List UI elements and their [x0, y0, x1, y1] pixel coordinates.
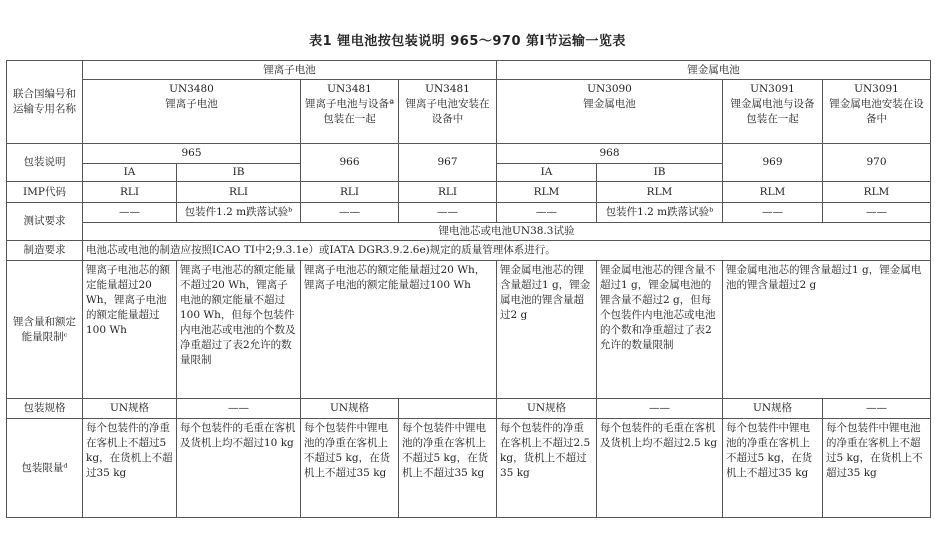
spec-cell: UN规格 [301, 399, 399, 419]
packing-968-ia: IA [497, 164, 597, 182]
imp-cell: RLM [823, 182, 931, 203]
imp-label: IMP代码 [7, 182, 83, 203]
test-cell: —— [823, 203, 931, 223]
li-metal-header: 锂金属电池 [497, 61, 931, 80]
spec-cell: —— [177, 399, 301, 419]
spec-label: 包装规格 [7, 399, 83, 419]
qty-cell: 每个包装件中锂电池的净重在客机上不超过5 kg，在货机上不超过35 kg [301, 419, 399, 518]
un3091b-name: 锂金属电池安装在设备中 [829, 98, 924, 125]
manufacture-text: 电池芯或电池的制造应按照ICAO TI中2;9.3.1e）或IATA DGR3.9.2.6e)规定的质量管理体系进行。 [83, 241, 931, 261]
spec-cell: —— [823, 399, 931, 419]
un3091a-cell [723, 80, 823, 144]
un3480-name: 锂离子电池 [165, 98, 218, 110]
un-name-header: 联合国编号和运输专用名称 [7, 61, 83, 144]
un3481b-name: 锂离子电池安装在设备中 [405, 98, 490, 125]
spec-cell: UN规格 [723, 399, 823, 419]
test-cell: —— [399, 203, 497, 223]
packing-967: 967 [399, 144, 497, 182]
un3481a-code: UN3481 [327, 83, 372, 95]
manufacture-row [7, 241, 931, 261]
un3481b-cell [399, 80, 497, 144]
qty-cell: 每个包装件中锂电池的净重在客机上不超过5 kg，在货机上不超过35 kg [399, 419, 497, 518]
manufacture-label: 制造要求 [7, 241, 83, 261]
test-cell: 包装件1.2 m跌落试验ᵇ [597, 203, 723, 223]
packing-965-ia: IA [83, 164, 177, 182]
packing-966: 966 [301, 144, 399, 182]
spec-cell [399, 399, 497, 419]
un3091b-cell [823, 80, 931, 144]
un3480-code: UN3480 [169, 83, 214, 95]
test-cell: —— [497, 203, 597, 223]
imp-cell: RLI [83, 182, 177, 203]
table-title: 表1 锂电池按包装说明 965～970 第Ⅰ节运输一览表 [309, 34, 626, 49]
li-ion-header: 锂离子电池 [83, 61, 497, 80]
qty-cell: 每个包装件的净重在客机上不超过5 kg，在货机上不超过35 kg [83, 419, 177, 518]
imp-cell: RLM [597, 182, 723, 203]
test-row-1 [7, 203, 931, 223]
qty-cell: 每个包装件的净重在客机上不超过2.5 kg，货机上不超过35 kg [497, 419, 597, 518]
spec-cell: —— [597, 399, 723, 419]
un3091b-code: UN3091 [854, 83, 899, 95]
un3480-cell [83, 80, 301, 144]
un3481a-cell [301, 80, 399, 144]
limit-cell: 锂金属电池芯的锂含量超过1 g，锂金属电池的锂含量超过2 g [723, 261, 931, 399]
un3481a-name: 锂离子电池与设备ª包装在一起 [305, 98, 394, 125]
test-row-2 [7, 223, 931, 241]
limit-row [7, 261, 931, 399]
limit-cell: 锂离子电池芯的额定能量超过20 Wh，锂离子电池的额定能量超过100 Wh [83, 261, 177, 399]
un3090-code: UN3090 [587, 83, 632, 95]
packing-row-1 [7, 144, 931, 164]
packing-965-ib: IB [177, 164, 301, 182]
packing-label: 包装说明 [7, 144, 83, 182]
header-row-1 [7, 61, 931, 80]
qty-cell: 每个包装件中锂电池的净重在客机上不超过5 kg，在货机上不超过35 kg [823, 419, 931, 518]
packing-965: 965 [83, 144, 301, 164]
spec-row [7, 399, 931, 419]
test-cell: —— [83, 203, 177, 223]
imp-row [7, 182, 931, 203]
spec-cell: UN规格 [497, 399, 597, 419]
lithium-battery-table [6, 60, 931, 518]
packing-969: 969 [723, 144, 823, 182]
un3090-name: 锂金属电池 [583, 98, 636, 110]
qty-cell: 每个包装件中锂电池的净重在客机上不超过5 kg，在货机上不超过35 kg [723, 419, 823, 518]
imp-cell: RLI [301, 182, 399, 203]
header-row-2 [7, 80, 931, 144]
packing-968: 968 [497, 144, 723, 164]
un3481b-code: UN3481 [425, 83, 470, 95]
qty-cell: 每个包装件的毛重在客机及货机上均不超过10 kg [177, 419, 301, 518]
imp-cell: RLI [399, 182, 497, 203]
packing-970: 970 [823, 144, 931, 182]
test-label: 测试要求 [7, 203, 83, 241]
un3091a-name: 锂金属电池与设备包装在一起 [730, 98, 815, 125]
un3090-cell [497, 80, 723, 144]
qty-row [7, 419, 931, 518]
qty-label: 包装限量ᵈ [7, 419, 83, 518]
un3091a-code: UN3091 [750, 83, 795, 95]
imp-cell: RLI [177, 182, 301, 203]
limit-cell: 锂离子电池芯的额定能量超过20 Wh，锂离子电池的额定能量超过100 Wh [301, 261, 497, 399]
spec-cell: UN规格 [83, 399, 177, 419]
limit-cell: 锂离子电池芯的额定能量不超过20 Wh，锂离子电池的额定能量不超过100 Wh，但每个包装件内电池芯或电池的个数及净重超过了表2允许的数量限制 [177, 261, 301, 399]
limit-label: 锂含量和额定能量限制ᶜ [7, 261, 83, 399]
qty-cell: 每个包装件的毛重在客机及货机上均不超过2.5 kg [597, 419, 723, 518]
packing-968-ib: IB [597, 164, 723, 182]
test-cell: 包装件1.2 m跌落试验ᵇ [177, 203, 301, 223]
test-cell: —— [301, 203, 399, 223]
imp-cell: RLM [497, 182, 597, 203]
imp-cell: RLM [723, 182, 823, 203]
test-cell: —— [723, 203, 823, 223]
limit-cell: 锂金属电池芯的锂含量超过1 g，锂金属电池的锂含量超过2 g [497, 261, 597, 399]
limit-cell: 锂金属电池芯的锂含量不超过1 g，锂金属电池的锂含量不超过2 g，但每个包装件内电池芯或电池的个数和净重超过了表2允许的数量限制 [597, 261, 723, 399]
test-common: 锂电池芯或电池UN38.3试验 [83, 223, 931, 241]
